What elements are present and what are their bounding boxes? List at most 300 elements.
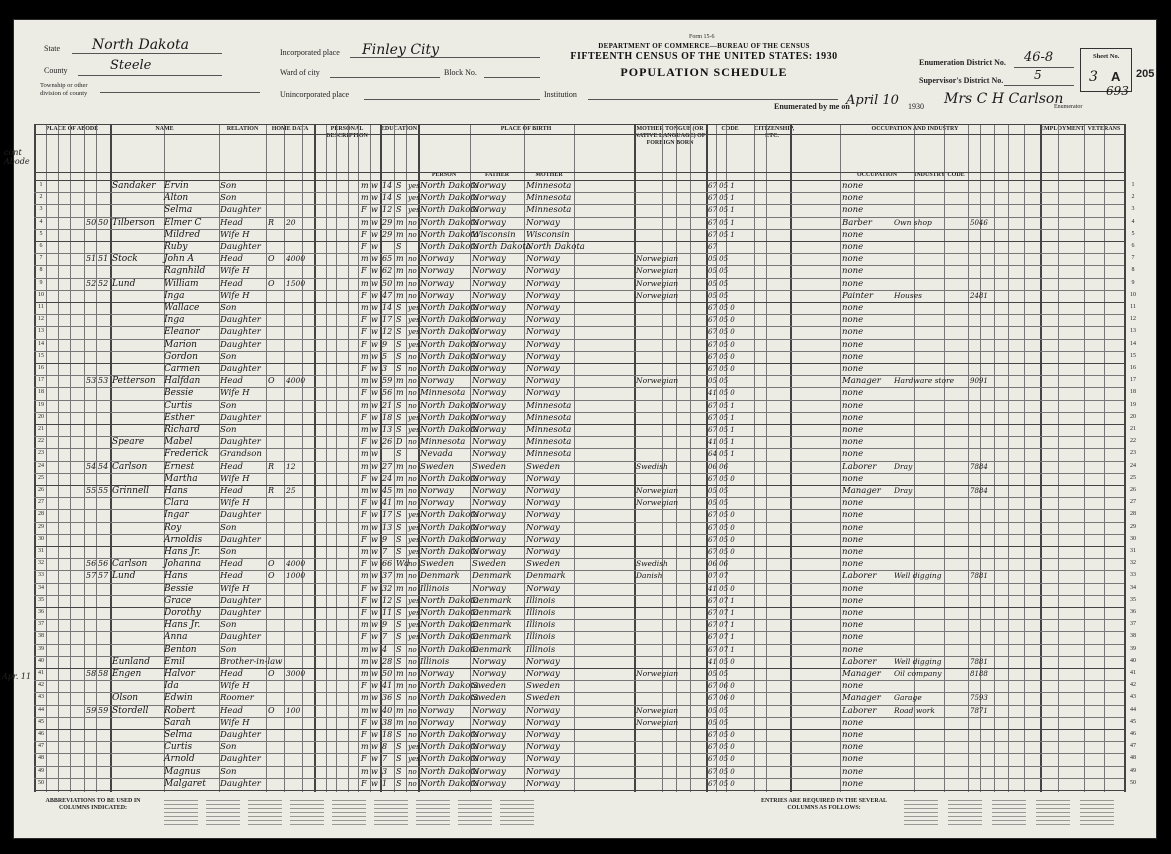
township-label: Township or other division of county [40, 82, 88, 97]
cell-ms: S [396, 339, 402, 349]
cell-sex: F [361, 608, 367, 617]
cell-father: Sweden [472, 559, 507, 570]
cell-given: Esther [164, 412, 195, 423]
grid-row-line [34, 644, 1124, 645]
cell-age: 56 [382, 388, 393, 398]
cell-school: yes [408, 755, 420, 764]
cell-age: 50 [382, 278, 393, 288]
department-title: DEPARTMENT OF COMMERCE—BUREAU OF THE CENSUS [598, 42, 810, 50]
cell-race: w [371, 412, 378, 422]
cell-age: 21 [382, 400, 393, 410]
cell-relation: Daughter [220, 364, 261, 374]
cell-relation: Wife H [220, 681, 250, 692]
cell-relation: Son [220, 742, 237, 753]
cell-home: O [268, 559, 275, 569]
cell-father: Norway [472, 717, 506, 728]
cell-relation: Wife H [220, 717, 250, 728]
cell-occ: none [842, 583, 864, 594]
footer-instruction-block [904, 800, 938, 826]
cell-race: w [371, 266, 378, 276]
cell-race: w [371, 754, 378, 764]
cell-occ: none [842, 266, 864, 277]
cell-birth: Norway [420, 290, 454, 301]
enumerated-date: April 10 [846, 93, 899, 108]
cell-code: 67 05 0 [708, 474, 735, 483]
cell-given: Ida [164, 681, 179, 692]
cell-ms: m [396, 498, 404, 508]
page-number: 205 [1136, 68, 1155, 80]
row-number: 43 [38, 694, 44, 701]
cell-surname: Stock [112, 254, 138, 265]
cell-occ: none [842, 242, 864, 252]
cell-sex: m [361, 425, 369, 434]
cell-relation: Daughter [220, 339, 261, 350]
cell-occ: none [842, 351, 864, 362]
cell-father: Sweden [472, 681, 507, 692]
cell-ind: Houses [894, 290, 923, 300]
cell-relation: Head [220, 486, 243, 496]
cell-age: 38 [382, 717, 393, 727]
cell-code: 67 05 0 [708, 523, 735, 532]
cell-birth: Norway [420, 266, 454, 277]
cell-birth: North Dakota [420, 778, 479, 789]
cell-relation: Son [220, 303, 237, 313]
row-number: 40 [1130, 657, 1136, 664]
cell-sex: m [361, 644, 369, 654]
cell-sex: m [361, 669, 369, 678]
cell-sex: F [361, 290, 367, 300]
row-number: 30 [1130, 535, 1136, 542]
row-number: 19 [1130, 401, 1136, 408]
column-subheader-mother: MOTHER [535, 172, 563, 178]
cell-given: Roy [164, 522, 182, 533]
cell-father: Norway [472, 339, 506, 350]
cell-age: 66 [382, 559, 393, 569]
cell-occ: Laborer [842, 571, 877, 582]
cell-occ: none [842, 437, 864, 448]
block-underline [484, 77, 540, 78]
cell-relation: Daughter [220, 608, 261, 618]
cell-school: no [408, 645, 417, 654]
cell-sex: m [361, 400, 369, 410]
cell-sex: F [361, 412, 367, 422]
cell-birth: Denmark [420, 571, 460, 582]
cell-race: w [371, 620, 378, 630]
cell-age: 12 [382, 595, 393, 605]
cell-occ: none [842, 742, 864, 753]
cell-given: Richard [164, 425, 200, 435]
sheet-value: 3 [1089, 69, 1098, 85]
cell-tongue: Norwegian [636, 705, 679, 715]
grid-row-line [34, 668, 1124, 669]
cell-birth: North Dakota [420, 595, 479, 606]
cell-school: no [408, 462, 417, 471]
cell-occ: none [842, 717, 864, 728]
row-number: 38 [38, 633, 44, 640]
cell-age: 13 [382, 425, 393, 434]
row-number: 25 [38, 474, 44, 481]
row-number: 36 [38, 609, 44, 615]
cell-relation: Wife H [220, 229, 250, 240]
cell-ms: m [396, 571, 404, 581]
cell-surname: Speare [112, 437, 145, 448]
cell-birth: North Dakota [420, 303, 479, 313]
cell-ms: m [396, 290, 404, 300]
cell-home: R [268, 461, 275, 471]
cell-relation: Wife H [220, 583, 250, 594]
cell-ms: D [396, 437, 403, 447]
cell-ocode: 7884 [970, 487, 988, 495]
cell-age: 5 [382, 351, 388, 361]
cell-sex: m [361, 486, 369, 495]
cell-family: 51 [98, 254, 109, 264]
cell-age: 14 [382, 303, 393, 312]
cell-ms: S [396, 449, 402, 459]
row-number: 18 [1130, 389, 1136, 396]
cell-race: w [371, 742, 378, 752]
cell-mother: Norway [526, 754, 560, 765]
cell-dwelling: 51 [86, 254, 97, 264]
cell-age: 1 [382, 778, 388, 788]
cell-school: no [408, 584, 417, 593]
footer-instruction-block [458, 800, 492, 826]
ward-underline [330, 77, 440, 78]
row-number: 16 [38, 365, 44, 371]
column-group-header: RELATION [226, 126, 259, 132]
cell-relation: Head [220, 278, 243, 289]
cell-tongue: Danish [636, 571, 663, 581]
grid-row-line [34, 570, 1124, 571]
cell-birth: North Dakota [420, 400, 479, 411]
cell-sex: F [361, 205, 367, 215]
row-number: 16 [1130, 365, 1136, 371]
row-number: 13 [1130, 328, 1136, 335]
grid-row-line [34, 204, 1124, 205]
cell-sex: F [361, 717, 367, 727]
cell-code: 05 05 [708, 670, 729, 678]
row-number: 1 [39, 182, 43, 188]
cell-given: Robert [164, 705, 196, 716]
cell-sex: F [361, 229, 367, 239]
cell-race: w [371, 364, 378, 373]
cell-ms: S [396, 656, 402, 666]
cell-occ: none [842, 339, 864, 350]
grid-row-line [34, 412, 1124, 413]
grid-row-line [34, 729, 1124, 730]
row-number: 7 [1131, 255, 1135, 262]
cell-ind: Hardware store [894, 376, 955, 386]
cell-mother: Norway [526, 278, 560, 289]
row-number: 24 [38, 462, 44, 469]
cell-age: 24 [382, 473, 393, 483]
cell-sex: F [361, 583, 367, 593]
cell-ms: S [396, 181, 402, 190]
cell-given: Edwin [164, 693, 193, 704]
cell-mother: Minnesota [526, 412, 572, 423]
cell-age: 18 [382, 412, 393, 422]
cell-ocode: 7871 [970, 706, 988, 715]
cell-school: yes [408, 194, 420, 203]
cell-family: 58 [98, 669, 109, 678]
cell-mother: Norway [526, 778, 560, 789]
cell-occ: none [842, 327, 864, 338]
row-number: 27 [1130, 499, 1136, 506]
cell-mother: Norway [526, 583, 560, 594]
row-number: 5 [1131, 230, 1135, 237]
cell-occ: none [842, 412, 864, 423]
grid-row-line [34, 741, 1124, 742]
row-number: 35 [1130, 596, 1136, 603]
column-group-header: EDUCATION [380, 126, 418, 132]
cell-birth: Nevada [420, 449, 453, 460]
cell-sex: m [361, 766, 369, 776]
cell-given: Magnus [164, 766, 201, 777]
cell-birth: North Dakota [420, 339, 479, 350]
row-number: 29 [38, 523, 44, 530]
cell-birth: North Dakota [420, 327, 479, 338]
cell-sex: F [361, 315, 367, 325]
cell-ocode: 9091 [970, 377, 988, 386]
cell-occ: none [842, 229, 864, 240]
cell-father: Norway [472, 656, 506, 667]
cell-school: no [408, 560, 417, 569]
cell-given: Emil [164, 656, 185, 667]
cell-relation: Daughter [220, 754, 261, 765]
cell-age: 3 [382, 766, 388, 776]
row-number: 14 [1130, 340, 1136, 347]
cell-father: Norway [472, 669, 506, 679]
cell-mother: Norway [526, 290, 560, 301]
cell-ind: Well digging [894, 656, 942, 666]
row-number: 49 [38, 767, 44, 774]
cell-tongue: Norwegian [636, 376, 679, 386]
cell-school: no [408, 731, 417, 739]
grid-row-line [34, 692, 1124, 693]
cell-sex: m [361, 193, 369, 203]
row-number: 21 [38, 426, 44, 432]
row-number: 20 [1130, 413, 1136, 420]
cell-tongue: Swedish [636, 461, 668, 471]
cell-father: Norway [472, 742, 506, 753]
cell-birth: North Dakota [420, 473, 479, 484]
row-number: 50 [1130, 779, 1136, 786]
cell-school: yes [408, 426, 420, 434]
cell-given: Mildred [164, 229, 201, 240]
cell-mother: Norway [526, 669, 560, 679]
cell-school: yes [408, 182, 420, 190]
cell-code: 06 06 [708, 462, 729, 471]
cell-age: 9 [382, 339, 388, 349]
cell-sex: m [361, 449, 369, 459]
cell-relation: Roomer [220, 693, 254, 704]
cell-sex: F [361, 730, 367, 739]
cell-code: 41 05 0 [708, 584, 735, 593]
cell-code: 67 05 1 [708, 426, 735, 434]
column-subheader-person: PERSON [431, 172, 457, 178]
column-group-header: MOTHER TONGUE (OR NATIVE LANGUAGE) OF FOREIGN BORN [634, 126, 706, 146]
cell-relation: Son [220, 181, 237, 191]
cell-code: 67 05 0 [708, 731, 735, 739]
cell-relation: Daughter [220, 778, 261, 789]
cell-age: 17 [382, 510, 393, 520]
cell-dwelling: 50 [86, 217, 97, 227]
cell-tongue: Norwegian [636, 498, 679, 508]
cell-ocode: 7593 [970, 694, 988, 703]
grid-row-line [34, 180, 1124, 181]
cell-ms: S [396, 632, 402, 642]
cell-code: 41 05 0 [708, 389, 735, 398]
cell-code: 05 05 [708, 487, 729, 495]
cell-code: 67 05 0 [708, 743, 735, 752]
cell-occ: none [842, 778, 864, 789]
cell-mother: Minnesota [526, 449, 572, 460]
cell-father: Norway [472, 449, 506, 460]
cell-code: 67 07 1 [708, 596, 735, 605]
cell-mother: Illinois [526, 644, 556, 655]
cell-birth: North Dakota [420, 766, 479, 777]
cell-birth: Norway [420, 498, 454, 509]
cell-age: 47 [382, 290, 393, 300]
cell-school: no [408, 670, 417, 678]
cell-code: 67 05 0 [708, 365, 735, 373]
cell-age: 9 [382, 534, 388, 544]
cell-ms: S [396, 400, 402, 410]
ward-label: Ward of city [280, 68, 320, 77]
cell-mother: Norway [526, 364, 560, 374]
cell-age: 17 [382, 315, 393, 325]
cell-code: 06 06 [708, 560, 729, 569]
row-number: 3 [1131, 206, 1135, 213]
row-number: 28 [38, 511, 44, 518]
column-group-header: VETERANS [1087, 126, 1121, 132]
cell-sex: m [361, 303, 369, 312]
grid-row-line [34, 134, 1124, 135]
grid-row-line [34, 509, 1124, 510]
cell-given: Gordon [164, 351, 198, 362]
cell-relation: Son [220, 425, 237, 435]
cell-age: 8 [382, 742, 388, 752]
cell-mother: Norway [526, 339, 560, 350]
cell-school: no [408, 401, 417, 410]
cell-ms: m [396, 705, 404, 715]
cell-code: 67 05 0 [708, 779, 735, 788]
footer-instruction-block [206, 800, 240, 826]
cell-race: w [371, 656, 378, 666]
cell-ms: m [396, 217, 404, 227]
cell-race: w [371, 425, 378, 434]
cell-value: 4000 [286, 559, 306, 569]
cell-surname: Petterson [112, 376, 156, 387]
grid-row-line [34, 790, 1124, 791]
cell-birth: Norway [420, 278, 454, 289]
cell-mother: Wisconsin [526, 229, 570, 240]
cell-ms: m [396, 681, 404, 691]
row-number: 12 [1130, 316, 1136, 323]
cell-occ: none [842, 254, 864, 265]
cell-mother: Norway [526, 510, 560, 521]
cell-birth: Norway [420, 669, 454, 679]
cell-father: Norway [472, 290, 506, 301]
cell-birth: North Dakota [420, 522, 479, 533]
cell-ocode: 8188 [970, 670, 988, 678]
cell-mother: Norway [526, 730, 560, 740]
cell-relation: Head [220, 461, 243, 472]
cell-school: no [408, 267, 417, 276]
cell-tongue: Norwegian [636, 486, 679, 495]
cell-relation: Daughter [220, 205, 261, 216]
cell-mother: Norway [526, 717, 560, 728]
county-value: Steele [110, 58, 152, 73]
cell-ocode: 2481 [970, 291, 988, 300]
cell-sex: m [361, 620, 369, 630]
footer [34, 794, 1124, 834]
cell-age: 62 [382, 266, 393, 276]
cell-school: yes [408, 304, 420, 312]
row-number: 10 [1130, 291, 1136, 298]
cell-mother: Norway [526, 303, 560, 313]
cell-mother: Illinois [526, 620, 556, 631]
cell-dwelling: 57 [86, 571, 97, 581]
row-number: 42 [38, 682, 44, 689]
cell-race: w [371, 778, 378, 788]
cell-tongue: Norwegian [636, 717, 679, 727]
cell-ind: Road work [894, 705, 935, 715]
cell-family: 59 [98, 705, 109, 715]
cell-father: Norway [472, 705, 506, 716]
cell-surname: Carlson [112, 559, 148, 570]
cell-home: O [268, 254, 275, 264]
cell-birth: Sweden [420, 461, 455, 472]
cell-sex: F [361, 327, 367, 337]
cell-race: w [371, 693, 378, 703]
cell-school: no [408, 377, 417, 386]
column-group-header: PLACE OF ABODE [45, 126, 99, 132]
cell-ind: Dray [894, 486, 913, 495]
cell-father: Denmark [472, 644, 512, 655]
cell-given: Hans [164, 486, 188, 496]
cell-father: Norway [472, 364, 506, 374]
cell-ms: S [396, 510, 402, 520]
cell-ocode: 7884 [970, 462, 988, 471]
cell-birth: North Dakota [420, 181, 479, 191]
cell-value: 1000 [286, 571, 306, 581]
cell-ms: S [396, 412, 402, 422]
row-number: 4 [1131, 218, 1135, 225]
grid-row-line [34, 253, 1124, 254]
cell-sex: m [361, 742, 369, 752]
cell-school: no [408, 767, 417, 776]
cell-relation: Daughter [220, 327, 261, 338]
column-group-header: NAME [155, 126, 174, 132]
cell-race: w [371, 242, 378, 251]
cell-father: Norway [472, 534, 506, 545]
row-number: 12 [38, 316, 44, 323]
enumerated-label: Enumerated by me on [774, 102, 850, 111]
grid-row-line [34, 339, 1124, 340]
cell-father: Wisconsin [472, 229, 516, 240]
column-subheader-father: FATHER [484, 172, 510, 178]
cell-race: w [371, 766, 378, 776]
cell-school: yes [408, 633, 420, 642]
cell-relation: Daughter [220, 730, 261, 740]
row-number: 3 [39, 206, 43, 213]
cell-race: w [371, 681, 378, 691]
row-number: 21 [1130, 426, 1136, 432]
cell-family: 52 [98, 278, 109, 288]
cell-father: North Dakota [472, 242, 531, 252]
cell-age: 50 [382, 669, 393, 678]
cell-mother: Norway [526, 315, 560, 326]
